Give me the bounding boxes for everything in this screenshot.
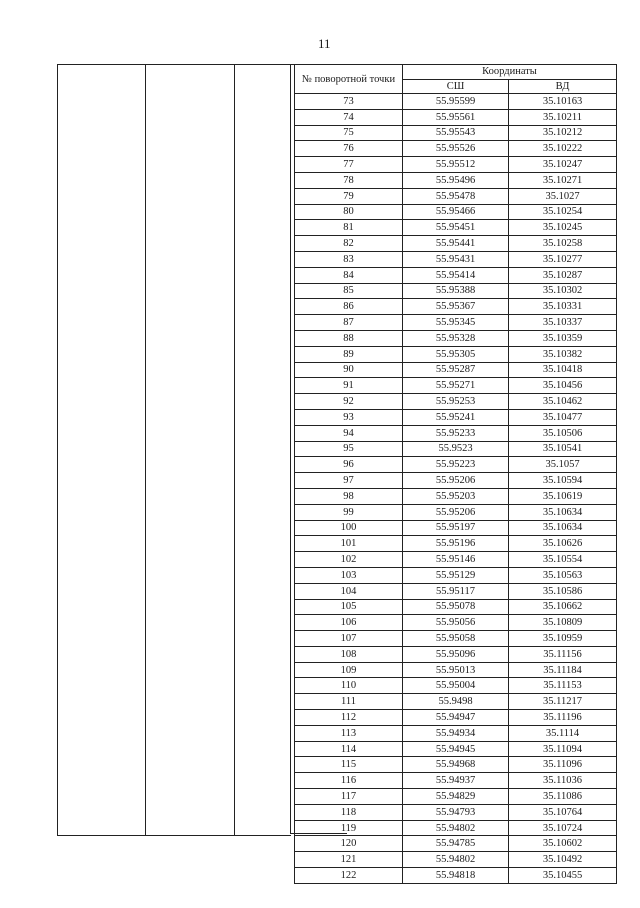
cell-lon: 35.10277 <box>509 251 617 267</box>
cell-lon: 35.10602 <box>509 836 617 852</box>
cell-point-number: 94 <box>295 425 403 441</box>
cell-lat: 55.94818 <box>403 868 509 884</box>
table-row <box>295 315 617 331</box>
cell-lon: 35.10222 <box>509 141 617 157</box>
table-row <box>295 694 617 710</box>
cell-lon: 35.11156 <box>509 646 617 662</box>
cell-point-number: 117 <box>295 789 403 805</box>
cell-lon: 35.1027 <box>509 188 617 204</box>
cell-lat: 55.95206 <box>403 473 509 489</box>
cell-lat: 55.95441 <box>403 236 509 252</box>
cell-lon: 35.10586 <box>509 583 617 599</box>
table-row <box>295 662 617 678</box>
table-row <box>295 409 617 425</box>
cell-lat: 55.9523 <box>403 441 509 457</box>
cell-point-number: 118 <box>295 804 403 820</box>
column-divider <box>234 65 235 835</box>
table-row <box>295 615 617 631</box>
cell-lat: 55.94829 <box>403 789 509 805</box>
cell-point-number: 88 <box>295 330 403 346</box>
cell-lon: 35.10456 <box>509 378 617 394</box>
cell-lat: 55.9498 <box>403 694 509 710</box>
table-row <box>295 141 617 157</box>
table-row <box>295 773 617 789</box>
cell-lat: 55.95078 <box>403 599 509 615</box>
cell-lon: 35.10271 <box>509 172 617 188</box>
cell-lat: 55.95271 <box>403 378 509 394</box>
cell-point-number: 101 <box>295 536 403 552</box>
table-row <box>295 299 617 315</box>
cell-point-number: 82 <box>295 236 403 252</box>
table-row <box>295 599 617 615</box>
cell-lat: 55.95512 <box>403 157 509 173</box>
table-row <box>295 473 617 489</box>
cell-point-number: 89 <box>295 346 403 362</box>
cell-point-number: 111 <box>295 694 403 710</box>
cell-point-number: 116 <box>295 773 403 789</box>
table-row <box>295 852 617 868</box>
cell-lon: 35.10554 <box>509 552 617 568</box>
table-row <box>295 789 617 805</box>
table-row <box>295 552 617 568</box>
table-row <box>295 583 617 599</box>
cell-lat: 55.94968 <box>403 757 509 773</box>
cell-lat: 55.95526 <box>403 141 509 157</box>
cell-point-number: 83 <box>295 251 403 267</box>
header-point-number: № поворотной точки <box>295 65 403 94</box>
cell-point-number: 91 <box>295 378 403 394</box>
cell-lon: 35.10455 <box>509 868 617 884</box>
cell-lon: 35.10662 <box>509 599 617 615</box>
cell-point-number: 81 <box>295 220 403 236</box>
cell-point-number: 78 <box>295 172 403 188</box>
cell-lat: 55.95466 <box>403 204 509 220</box>
header-coordinates: Координаты <box>403 65 617 80</box>
cell-lon: 35.1057 <box>509 457 617 473</box>
table-row <box>295 567 617 583</box>
header-lon: ВД <box>509 79 617 94</box>
cell-lon: 35.10212 <box>509 125 617 141</box>
cell-lon: 35.11217 <box>509 694 617 710</box>
table-row <box>295 488 617 504</box>
page-number: 11 <box>318 36 331 51</box>
cell-lon: 35.10418 <box>509 362 617 378</box>
cell-lon: 35.10541 <box>509 441 617 457</box>
table-row <box>295 741 617 757</box>
cell-lat: 55.95478 <box>403 188 509 204</box>
cell-lon: 35.1114 <box>509 725 617 741</box>
table-row <box>295 646 617 662</box>
cell-lat: 55.95599 <box>403 94 509 110</box>
cell-lat: 55.94793 <box>403 804 509 820</box>
table-row <box>295 441 617 457</box>
table-row <box>295 109 617 125</box>
cell-point-number: 99 <box>295 504 403 520</box>
cell-lon: 35.11086 <box>509 789 617 805</box>
table-row <box>295 394 617 410</box>
cell-lat: 55.95117 <box>403 583 509 599</box>
cell-lon: 35.10594 <box>509 473 617 489</box>
cell-lat: 55.94802 <box>403 820 509 836</box>
table-row <box>295 125 617 141</box>
cell-lon: 35.10477 <box>509 409 617 425</box>
column-divider <box>145 65 146 835</box>
cell-point-number: 100 <box>295 520 403 536</box>
cell-point-number: 119 <box>295 820 403 836</box>
cell-lat: 55.95543 <box>403 125 509 141</box>
table-row <box>295 631 617 647</box>
cell-lat: 55.94937 <box>403 773 509 789</box>
cell-point-number: 97 <box>295 473 403 489</box>
cell-lon: 35.11196 <box>509 710 617 726</box>
cell-lat: 55.95345 <box>403 315 509 331</box>
cell-point-number: 92 <box>295 394 403 410</box>
cell-lon: 35.10809 <box>509 615 617 631</box>
document-table-area <box>57 64 616 881</box>
cell-lat: 55.95328 <box>403 330 509 346</box>
cell-point-number: 122 <box>295 868 403 884</box>
cell-lat: 55.95206 <box>403 504 509 520</box>
table-row <box>295 725 617 741</box>
cell-lon: 35.11094 <box>509 741 617 757</box>
cell-lat: 55.95196 <box>403 536 509 552</box>
cell-lat: 55.95013 <box>403 662 509 678</box>
cell-lat: 55.95129 <box>403 567 509 583</box>
cell-lon: 35.10634 <box>509 504 617 520</box>
cell-lat: 55.95241 <box>403 409 509 425</box>
table-body <box>295 94 617 884</box>
cell-point-number: 105 <box>295 599 403 615</box>
cell-lon: 35.10382 <box>509 346 617 362</box>
cell-point-number: 75 <box>295 125 403 141</box>
table-row <box>295 820 617 836</box>
cell-lat: 55.94785 <box>403 836 509 852</box>
header-lat: СШ <box>403 79 509 94</box>
cell-point-number: 113 <box>295 725 403 741</box>
table-row <box>295 868 617 884</box>
table-row <box>295 157 617 173</box>
cell-point-number: 98 <box>295 488 403 504</box>
cell-lon: 35.10764 <box>509 804 617 820</box>
cell-lat: 55.95367 <box>403 299 509 315</box>
cell-lon: 35.10634 <box>509 520 617 536</box>
table-row <box>295 710 617 726</box>
cell-lon: 35.10492 <box>509 852 617 868</box>
cell-lat: 55.95146 <box>403 552 509 568</box>
cell-lat: 55.95004 <box>403 678 509 694</box>
cell-lat: 55.94802 <box>403 852 509 868</box>
cell-lat: 55.95056 <box>403 615 509 631</box>
cell-lat: 55.95451 <box>403 220 509 236</box>
cell-lon: 35.10163 <box>509 94 617 110</box>
cell-point-number: 102 <box>295 552 403 568</box>
cell-point-number: 104 <box>295 583 403 599</box>
table-row <box>295 220 617 236</box>
table-row <box>295 536 617 552</box>
table-row <box>295 236 617 252</box>
table-row <box>295 504 617 520</box>
table-row <box>295 520 617 536</box>
cell-point-number: 77 <box>295 157 403 173</box>
cell-point-number: 107 <box>295 631 403 647</box>
cell-lon: 35.10302 <box>509 283 617 299</box>
cell-point-number: 87 <box>295 315 403 331</box>
cell-lon: 35.10563 <box>509 567 617 583</box>
cell-lon: 35.10247 <box>509 157 617 173</box>
cell-lon: 35.11036 <box>509 773 617 789</box>
cell-lat: 55.95233 <box>403 425 509 441</box>
table-row <box>295 267 617 283</box>
table-row <box>295 251 617 267</box>
table-row <box>295 283 617 299</box>
cell-point-number: 74 <box>295 109 403 125</box>
table-row <box>295 425 617 441</box>
cell-lat: 55.94947 <box>403 710 509 726</box>
table-row <box>295 378 617 394</box>
cell-lon: 35.10619 <box>509 488 617 504</box>
empty-left-columns <box>57 64 291 836</box>
cell-point-number: 86 <box>295 299 403 315</box>
cell-point-number: 84 <box>295 267 403 283</box>
cell-point-number: 90 <box>295 362 403 378</box>
coordinates-table <box>294 64 617 884</box>
table-row <box>295 172 617 188</box>
cell-lon: 35.10462 <box>509 394 617 410</box>
cell-lon: 35.11153 <box>509 678 617 694</box>
cell-point-number: 108 <box>295 646 403 662</box>
cell-lat: 55.94934 <box>403 725 509 741</box>
table-row <box>295 94 617 110</box>
cell-point-number: 96 <box>295 457 403 473</box>
cell-lon: 35.10959 <box>509 631 617 647</box>
table-row <box>295 362 617 378</box>
cell-lat: 55.95414 <box>403 267 509 283</box>
cell-lat: 55.95223 <box>403 457 509 473</box>
cell-point-number: 80 <box>295 204 403 220</box>
cell-point-number: 121 <box>295 852 403 868</box>
table-row <box>295 346 617 362</box>
table-row <box>295 457 617 473</box>
cell-point-number: 110 <box>295 678 403 694</box>
cell-lon: 35.10337 <box>509 315 617 331</box>
cell-point-number: 76 <box>295 141 403 157</box>
cell-lon: 35.10211 <box>509 109 617 125</box>
cell-point-number: 106 <box>295 615 403 631</box>
cell-lon: 35.10245 <box>509 220 617 236</box>
cell-point-number: 115 <box>295 757 403 773</box>
cell-lon: 35.10258 <box>509 236 617 252</box>
cell-lon: 35.10506 <box>509 425 617 441</box>
cell-lon: 35.11184 <box>509 662 617 678</box>
cell-point-number: 73 <box>295 94 403 110</box>
table-row <box>295 757 617 773</box>
cell-lat: 55.95388 <box>403 283 509 299</box>
cell-lat: 55.95096 <box>403 646 509 662</box>
cell-lat: 55.95253 <box>403 394 509 410</box>
cell-lat: 55.95561 <box>403 109 509 125</box>
cell-lon: 35.10724 <box>509 820 617 836</box>
cell-lat: 55.94945 <box>403 741 509 757</box>
cell-lat: 55.95197 <box>403 520 509 536</box>
cell-lat: 55.95058 <box>403 631 509 647</box>
cell-lat: 55.95203 <box>403 488 509 504</box>
table-row <box>295 204 617 220</box>
cell-lat: 55.95287 <box>403 362 509 378</box>
cell-lon: 35.10359 <box>509 330 617 346</box>
cell-point-number: 112 <box>295 710 403 726</box>
cell-lon: 35.10331 <box>509 299 617 315</box>
cell-point-number: 79 <box>295 188 403 204</box>
table-row <box>295 330 617 346</box>
table-row <box>295 188 617 204</box>
table-row <box>295 678 617 694</box>
cell-lat: 55.95305 <box>403 346 509 362</box>
cell-lon: 35.10626 <box>509 536 617 552</box>
cell-point-number: 109 <box>295 662 403 678</box>
cell-lon: 35.10287 <box>509 267 617 283</box>
cell-lat: 55.95496 <box>403 172 509 188</box>
cell-point-number: 93 <box>295 409 403 425</box>
cell-point-number: 85 <box>295 283 403 299</box>
cell-point-number: 114 <box>295 741 403 757</box>
cell-point-number: 95 <box>295 441 403 457</box>
table-row <box>295 836 617 852</box>
cell-lon: 35.10254 <box>509 204 617 220</box>
cell-lon: 35.11096 <box>509 757 617 773</box>
cell-lat: 55.95431 <box>403 251 509 267</box>
table-row <box>295 804 617 820</box>
cell-point-number: 120 <box>295 836 403 852</box>
cell-point-number: 103 <box>295 567 403 583</box>
